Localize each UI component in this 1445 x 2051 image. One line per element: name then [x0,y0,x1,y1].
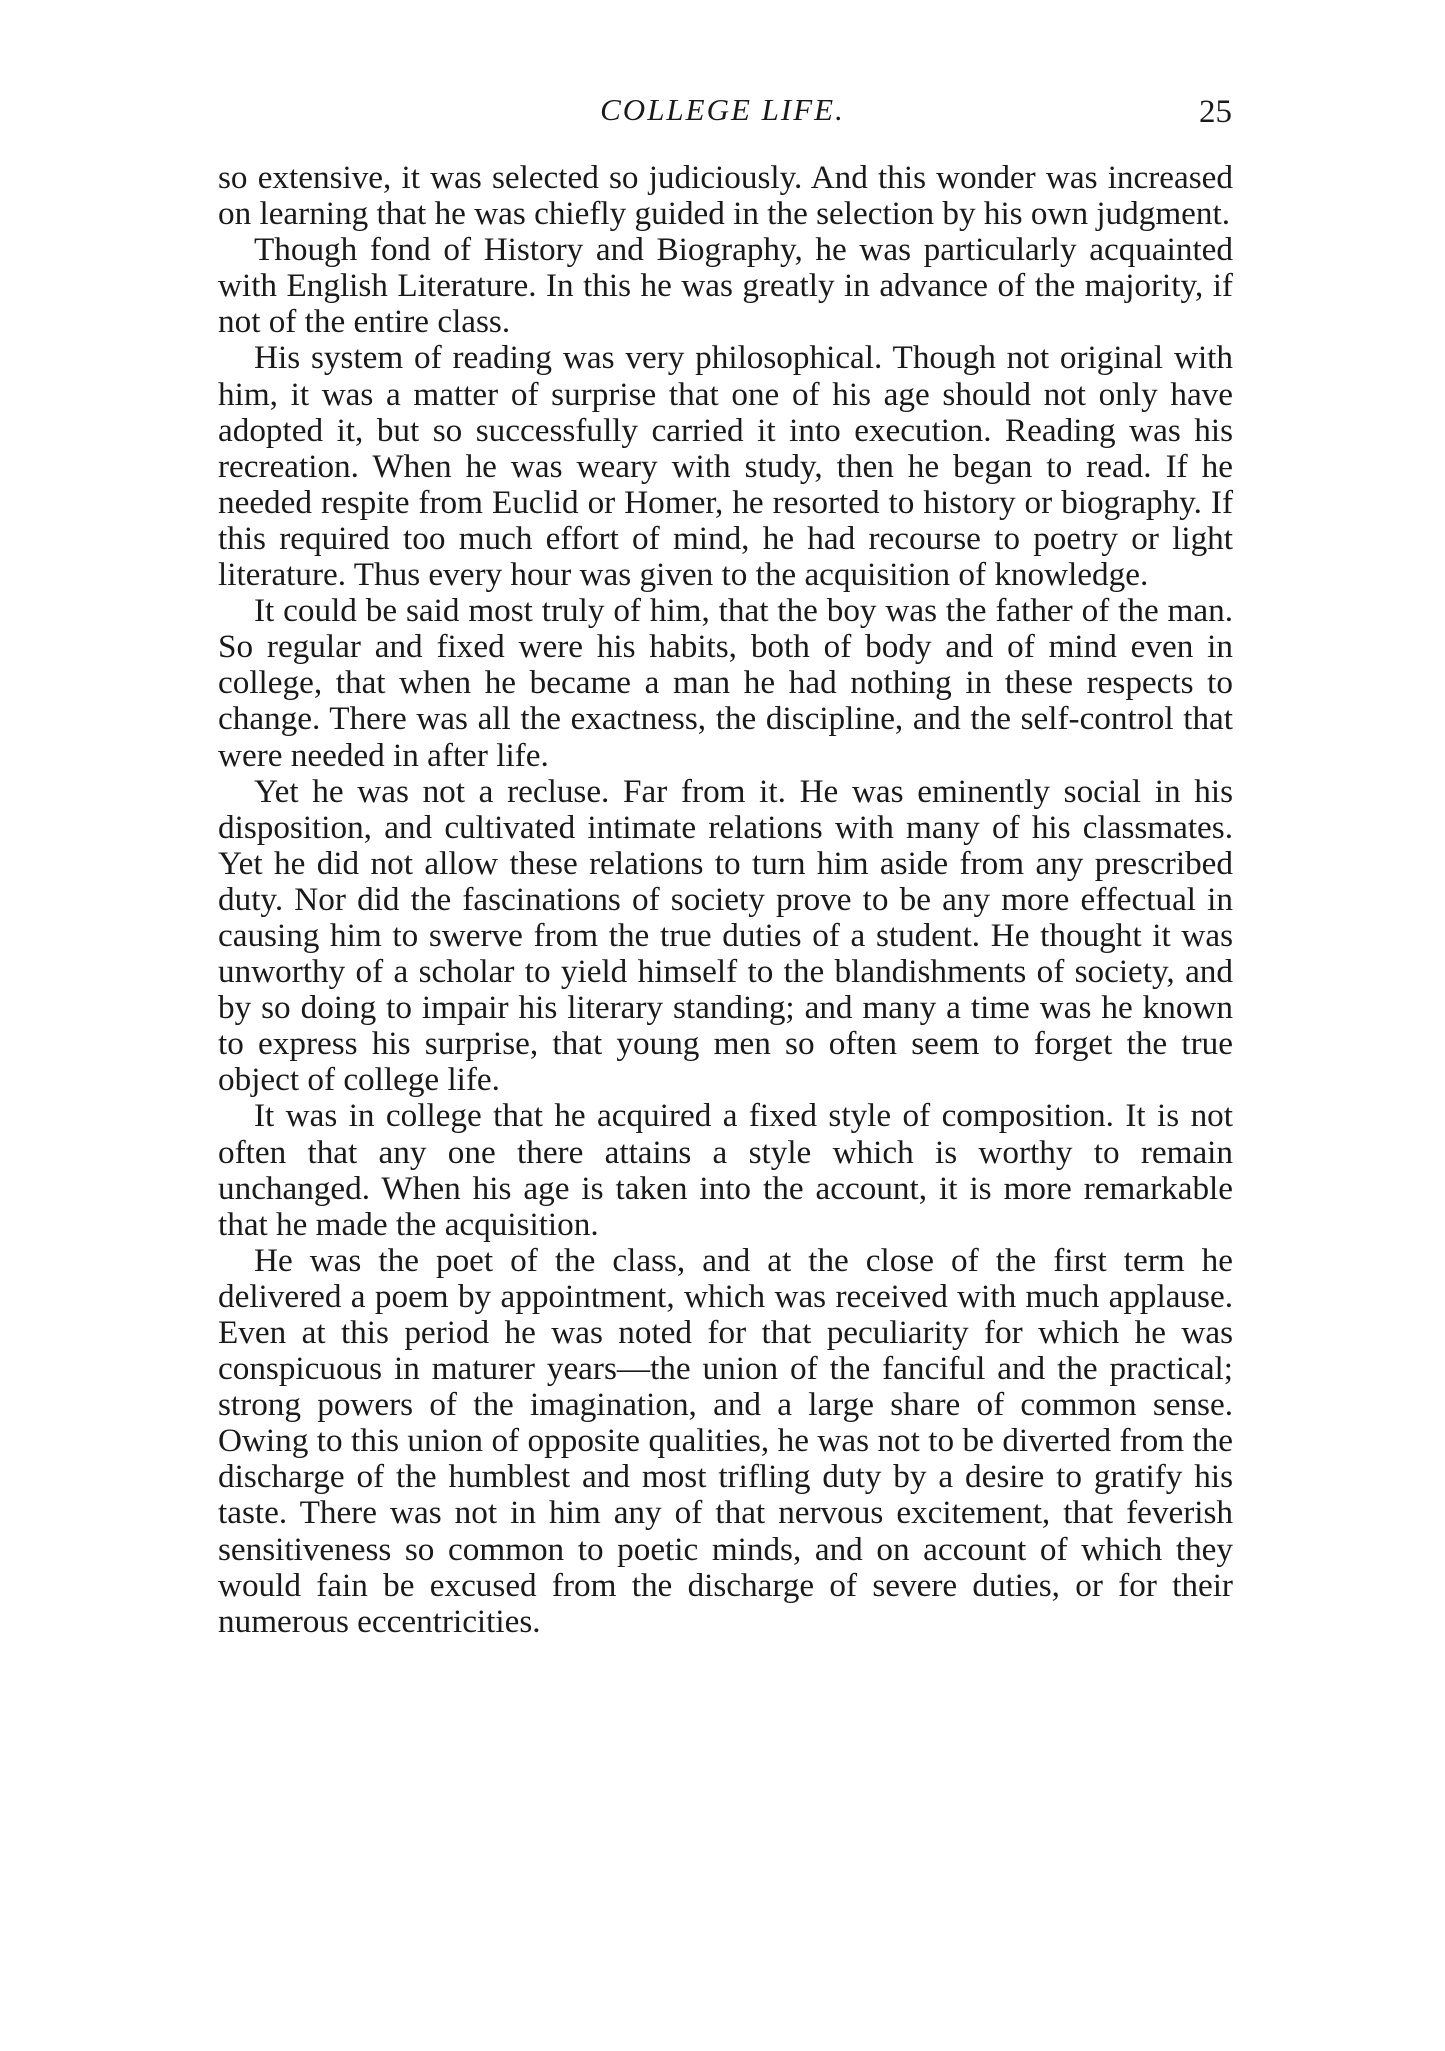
page-number: 25 [1199,94,1232,130]
body-text [218,160,1233,1640]
running-title: COLLEGE LIFE. [600,92,845,127]
paragraph: Though fond of History and Biography, he was particularly acquainted with English Literature. In this he was greatly in advance of the majority, if not of the entire class. [218,231,1233,341]
paragraph: It could be said most truly of him, that the boy was the father of the man. So regular and fixed were his habits, both of body and of mind even in college, that when he became a man he had nothing in these respects to change. There was all the exactness, the discipline, and the self-control that were needed in after life. [218,592,1233,774]
paragraph: He was the poet of the class, and at the close of the first term he delivered a poem by appointment, which was received with much applause. Even at this period he was noted for that peculiarity for which he was conspicuous in maturer years—the union of the fanciful and the practical; strong powers of the imagination, and a large share of common sense. Owing to this union of opposite qualities, he was not to be diverted from the discharge of the humblest and most trifling duty by a desire to gratify his taste. There was not in him any of that nervous excitement, that feverish sensitiveness so common to poetic minds, and on account of which they would fain be excused from the discharge of severe duties, or for their numerous eccentricities. [218,1241,1233,1640]
paragraph: His system of reading was very philosophical. Though not original with him, it was a matter of surprise that one of his age should not only have adopted it, but so successfully carried it into execution. Reading was his recreation. When he was weary with study, then he began to read. If he needed respite from Euclid or Homer, he resorted to history or biography. If this required too much effort of mind, he had recourse to poetry or light literature. Thus every hour was given to the acquisition of knowledge. [218,339,1233,594]
paragraph-continued: so extensive, it was selected so judiciously. And this wonder was increased on learning that he was chiefly guided in the selection by his own judgment. [218,159,1233,233]
paragraph: It was in college that he acquired a fixed style of composition. It is not often that any one there attains a style which is worthy to remain unchanged. When his age is taken into the account, it is more remarkable that he made the acquisition. [218,1097,1233,1243]
running-head [0,92,1445,136]
paragraph: Yet he was not a recluse. Far from it. He was eminently social in his disposition, and cultivated intimate relations with many of his classmates. Yet he did not allow these relations to turn him aside from any prescribed duty. Nor did the fascinations of society prove to be any more effectual in causing him to swerve from the true duties of a student. He thought it was unworthy of a scholar to yield himself to the blandishments of society, and by so doing to impair his literary standing; and many a time was he known to express his surprise, that young men so often seem to forget the true object of college life. [218,772,1233,1099]
